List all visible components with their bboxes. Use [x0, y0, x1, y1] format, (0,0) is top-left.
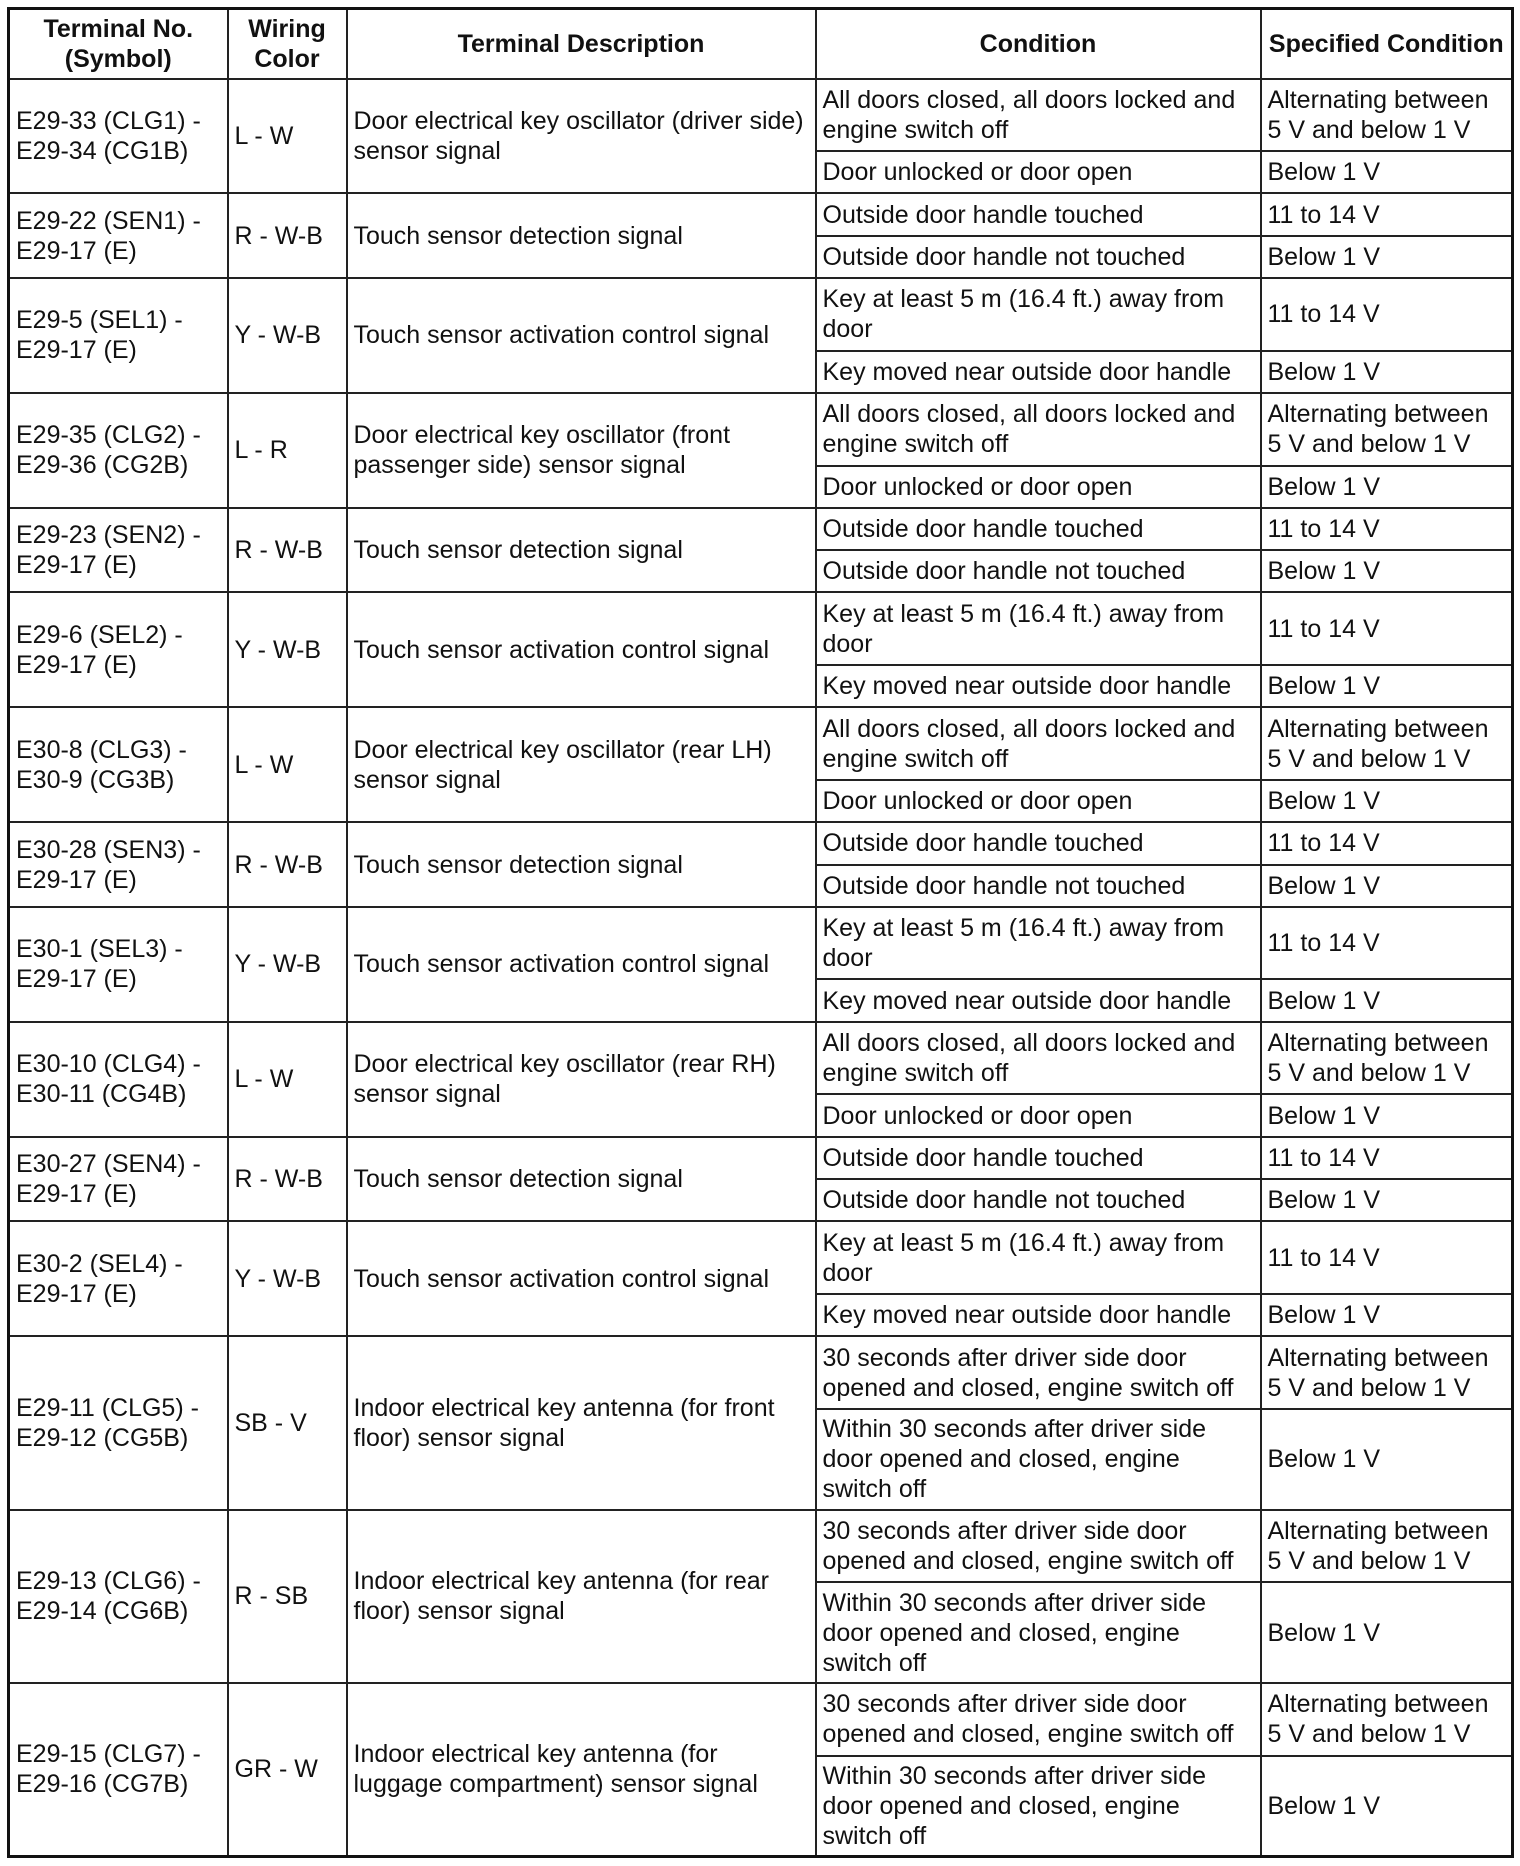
condition-cell: Key at least 5 m (16.4 ft.) away from door: [816, 1221, 1261, 1294]
condition-cell: Key moved near outside door handle: [816, 351, 1261, 393]
terminal-description-cell: Touch sensor activation control signal: [347, 907, 816, 1022]
table-row: [9, 907, 1513, 980]
specified-condition-cell: Below 1 V: [1261, 665, 1513, 707]
terminal-description-cell: Indoor electrical key antenna (for front floor) sensor signal: [347, 1336, 816, 1509]
condition-cell: All doors closed, all doors locked and engine switch off: [816, 707, 1261, 780]
terminal-spec-table: [7, 7, 1514, 1858]
condition-cell: Door unlocked or door open: [816, 1094, 1261, 1136]
condition-cell: All doors closed, all doors locked and engine switch off: [816, 393, 1261, 466]
wiring-color-cell: R - W-B: [228, 193, 347, 278]
table-row: [9, 707, 1513, 780]
terminal-no-cell: E29-6 (SEL2) - E29-17 (E): [9, 592, 228, 707]
table-row: [9, 1336, 1513, 1409]
specified-condition-cell: 11 to 14 V: [1261, 592, 1513, 665]
specified-condition-cell: Below 1 V: [1261, 550, 1513, 592]
specified-condition-cell: 11 to 14 V: [1261, 822, 1513, 864]
condition-cell: Key at least 5 m (16.4 ft.) away from door: [816, 907, 1261, 980]
condition-cell: Within 30 seconds after driver side door opened and closed, engine switch off: [816, 1409, 1261, 1510]
specified-condition-cell: Alternating between 5 V and below 1 V: [1261, 1683, 1513, 1756]
table-row: [9, 278, 1513, 351]
terminal-description-cell: Touch sensor detection signal: [347, 193, 816, 278]
table-row: [9, 1221, 1513, 1294]
terminal-description-cell: Touch sensor detection signal: [347, 822, 816, 907]
terminal-no-cell: E30-1 (SEL3) - E29-17 (E): [9, 907, 228, 1022]
table-row: [9, 1022, 1513, 1095]
condition-cell: Outside door handle not touched: [816, 236, 1261, 278]
condition-cell: Key moved near outside door handle: [816, 665, 1261, 707]
condition-cell: Within 30 seconds after driver side door opened and closed, engine switch off: [816, 1582, 1261, 1683]
wiring-color-cell: L - W: [228, 1022, 347, 1137]
condition-cell: Door unlocked or door open: [816, 151, 1261, 193]
table-row: [9, 1137, 1513, 1179]
table-row: [9, 193, 1513, 235]
wiring-color-cell: L - R: [228, 393, 347, 508]
terminal-no-cell: E29-33 (CLG1) - E29-34 (CG1B): [9, 79, 228, 194]
terminal-description-cell: Door electrical key oscillator (driver side) sensor signal: [347, 79, 816, 194]
wiring-color-cell: SB - V: [228, 1336, 347, 1509]
condition-cell: 30 seconds after driver side door opened and closed, engine switch off: [816, 1683, 1261, 1756]
specified-condition-cell: Alternating between 5 V and below 1 V: [1261, 707, 1513, 780]
condition-cell: Outside door handle not touched: [816, 1179, 1261, 1221]
wiring-color-cell: Y - W-B: [228, 907, 347, 1022]
table-row: [9, 79, 1513, 152]
condition-cell: Outside door handle touched: [816, 508, 1261, 550]
terminal-no-cell: E29-13 (CLG6) - E29-14 (CG6B): [9, 1510, 228, 1683]
condition-cell: Outside door handle touched: [816, 1137, 1261, 1179]
terminal-description-cell: Indoor electrical key antenna (for rear floor) sensor signal: [347, 1510, 816, 1683]
specified-condition-cell: 11 to 14 V: [1261, 508, 1513, 550]
specified-condition-cell: Alternating between 5 V and below 1 V: [1261, 1510, 1513, 1583]
terminal-no-cell: E29-22 (SEN1) - E29-17 (E): [9, 193, 228, 278]
specified-condition-cell: Below 1 V: [1261, 236, 1513, 278]
condition-cell: Key moved near outside door handle: [816, 979, 1261, 1021]
terminal-no-cell: E29-23 (SEN2) - E29-17 (E): [9, 508, 228, 593]
specified-condition-cell: 11 to 14 V: [1261, 193, 1513, 235]
wiring-color-cell: Y - W-B: [228, 1221, 347, 1336]
table-row: [9, 822, 1513, 864]
condition-cell: Door unlocked or door open: [816, 466, 1261, 508]
specified-condition-cell: Below 1 V: [1261, 1409, 1513, 1510]
wiring-color-cell: R - W-B: [228, 508, 347, 593]
specified-condition-cell: Alternating between 5 V and below 1 V: [1261, 1022, 1513, 1095]
terminal-description-cell: Touch sensor activation control signal: [347, 278, 816, 393]
terminal-no-cell: E29-5 (SEL1) - E29-17 (E): [9, 278, 228, 393]
specified-condition-cell: Alternating between 5 V and below 1 V: [1261, 393, 1513, 466]
terminal-description-cell: Touch sensor detection signal: [347, 508, 816, 593]
terminal-description-cell: Touch sensor activation control signal: [347, 1221, 816, 1336]
header-row: [9, 9, 1513, 79]
condition-cell: Key at least 5 m (16.4 ft.) away from door: [816, 592, 1261, 665]
condition-cell: All doors closed, all doors locked and engine switch off: [816, 79, 1261, 152]
specified-condition-cell: 11 to 14 V: [1261, 1137, 1513, 1179]
wiring-color-cell: L - W: [228, 707, 347, 822]
specified-condition-cell: Alternating between 5 V and below 1 V: [1261, 1336, 1513, 1409]
condition-cell: Outside door handle touched: [816, 193, 1261, 235]
specified-condition-cell: Below 1 V: [1261, 151, 1513, 193]
specified-condition-cell: Below 1 V: [1261, 1756, 1513, 1857]
terminal-description-cell: Door electrical key oscillator (rear RH) sensor signal: [347, 1022, 816, 1137]
specified-condition-cell: 11 to 14 V: [1261, 1221, 1513, 1294]
table-row: [9, 393, 1513, 466]
specified-condition-cell: Below 1 V: [1261, 1582, 1513, 1683]
header-terminal-description: Terminal Description: [347, 9, 816, 79]
specified-condition-cell: Below 1 V: [1261, 780, 1513, 822]
condition-cell: All doors closed, all doors locked and engine switch off: [816, 1022, 1261, 1095]
specified-condition-cell: 11 to 14 V: [1261, 907, 1513, 980]
specified-condition-cell: Below 1 V: [1261, 1294, 1513, 1336]
terminal-no-cell: E29-11 (CLG5) - E29-12 (CG5B): [9, 1336, 228, 1509]
terminal-no-cell: E29-35 (CLG2) - E29-36 (CG2B): [9, 393, 228, 508]
wiring-color-cell: L - W: [228, 79, 347, 194]
wiring-color-cell: R - W-B: [228, 1137, 347, 1222]
condition-cell: Key moved near outside door handle: [816, 1294, 1261, 1336]
terminal-description-cell: Indoor electrical key antenna (for luggage compartment) sensor signal: [347, 1683, 816, 1857]
wiring-color-cell: R - SB: [228, 1510, 347, 1683]
specified-condition-cell: Below 1 V: [1261, 865, 1513, 907]
header-terminal-no: Terminal No. (Symbol): [9, 9, 228, 79]
specified-condition-cell: Below 1 V: [1261, 466, 1513, 508]
specified-condition-cell: Below 1 V: [1261, 979, 1513, 1021]
condition-cell: 30 seconds after driver side door opened and closed, engine switch off: [816, 1510, 1261, 1583]
terminal-no-cell: E29-15 (CLG7) - E29-16 (CG7B): [9, 1683, 228, 1857]
table-row: [9, 1510, 1513, 1583]
header-condition: Condition: [816, 9, 1261, 79]
specified-condition-cell: Below 1 V: [1261, 1094, 1513, 1136]
condition-cell: Key at least 5 m (16.4 ft.) away from door: [816, 278, 1261, 351]
condition-cell: Outside door handle touched: [816, 822, 1261, 864]
table-row: [9, 592, 1513, 665]
condition-cell: Within 30 seconds after driver side door opened and closed, engine switch off: [816, 1756, 1261, 1857]
terminal-no-cell: E30-10 (CLG4) - E30-11 (CG4B): [9, 1022, 228, 1137]
specified-condition-cell: Alternating between 5 V and below 1 V: [1261, 79, 1513, 152]
terminal-no-cell: E30-27 (SEN4) - E29-17 (E): [9, 1137, 228, 1222]
wiring-color-cell: GR - W: [228, 1683, 347, 1857]
wiring-color-cell: R - W-B: [228, 822, 347, 907]
table-row: [9, 508, 1513, 550]
header-wiring-color: Wiring Color: [228, 9, 347, 79]
terminal-no-cell: E30-8 (CLG3) - E30-9 (CG3B): [9, 707, 228, 822]
condition-cell: 30 seconds after driver side door opened and closed, engine switch off: [816, 1336, 1261, 1409]
condition-cell: Outside door handle not touched: [816, 865, 1261, 907]
condition-cell: Door unlocked or door open: [816, 780, 1261, 822]
specified-condition-cell: Below 1 V: [1261, 351, 1513, 393]
terminal-no-cell: E30-28 (SEN3) - E29-17 (E): [9, 822, 228, 907]
table-body: [9, 79, 1513, 1857]
wiring-color-cell: Y - W-B: [228, 592, 347, 707]
table-row: [9, 1683, 1513, 1756]
terminal-description-cell: Touch sensor detection signal: [347, 1137, 816, 1222]
terminal-description-cell: Door electrical key oscillator (front passenger side) sensor signal: [347, 393, 816, 508]
specified-condition-cell: 11 to 14 V: [1261, 278, 1513, 351]
condition-cell: Outside door handle not touched: [816, 550, 1261, 592]
terminal-description-cell: Door electrical key oscillator (rear LH) sensor signal: [347, 707, 816, 822]
wiring-color-cell: Y - W-B: [228, 278, 347, 393]
header-specified-condition: Specified Condition: [1261, 9, 1513, 79]
terminal-description-cell: Touch sensor activation control signal: [347, 592, 816, 707]
terminal-no-cell: E30-2 (SEL4) - E29-17 (E): [9, 1221, 228, 1336]
specified-condition-cell: Below 1 V: [1261, 1179, 1513, 1221]
